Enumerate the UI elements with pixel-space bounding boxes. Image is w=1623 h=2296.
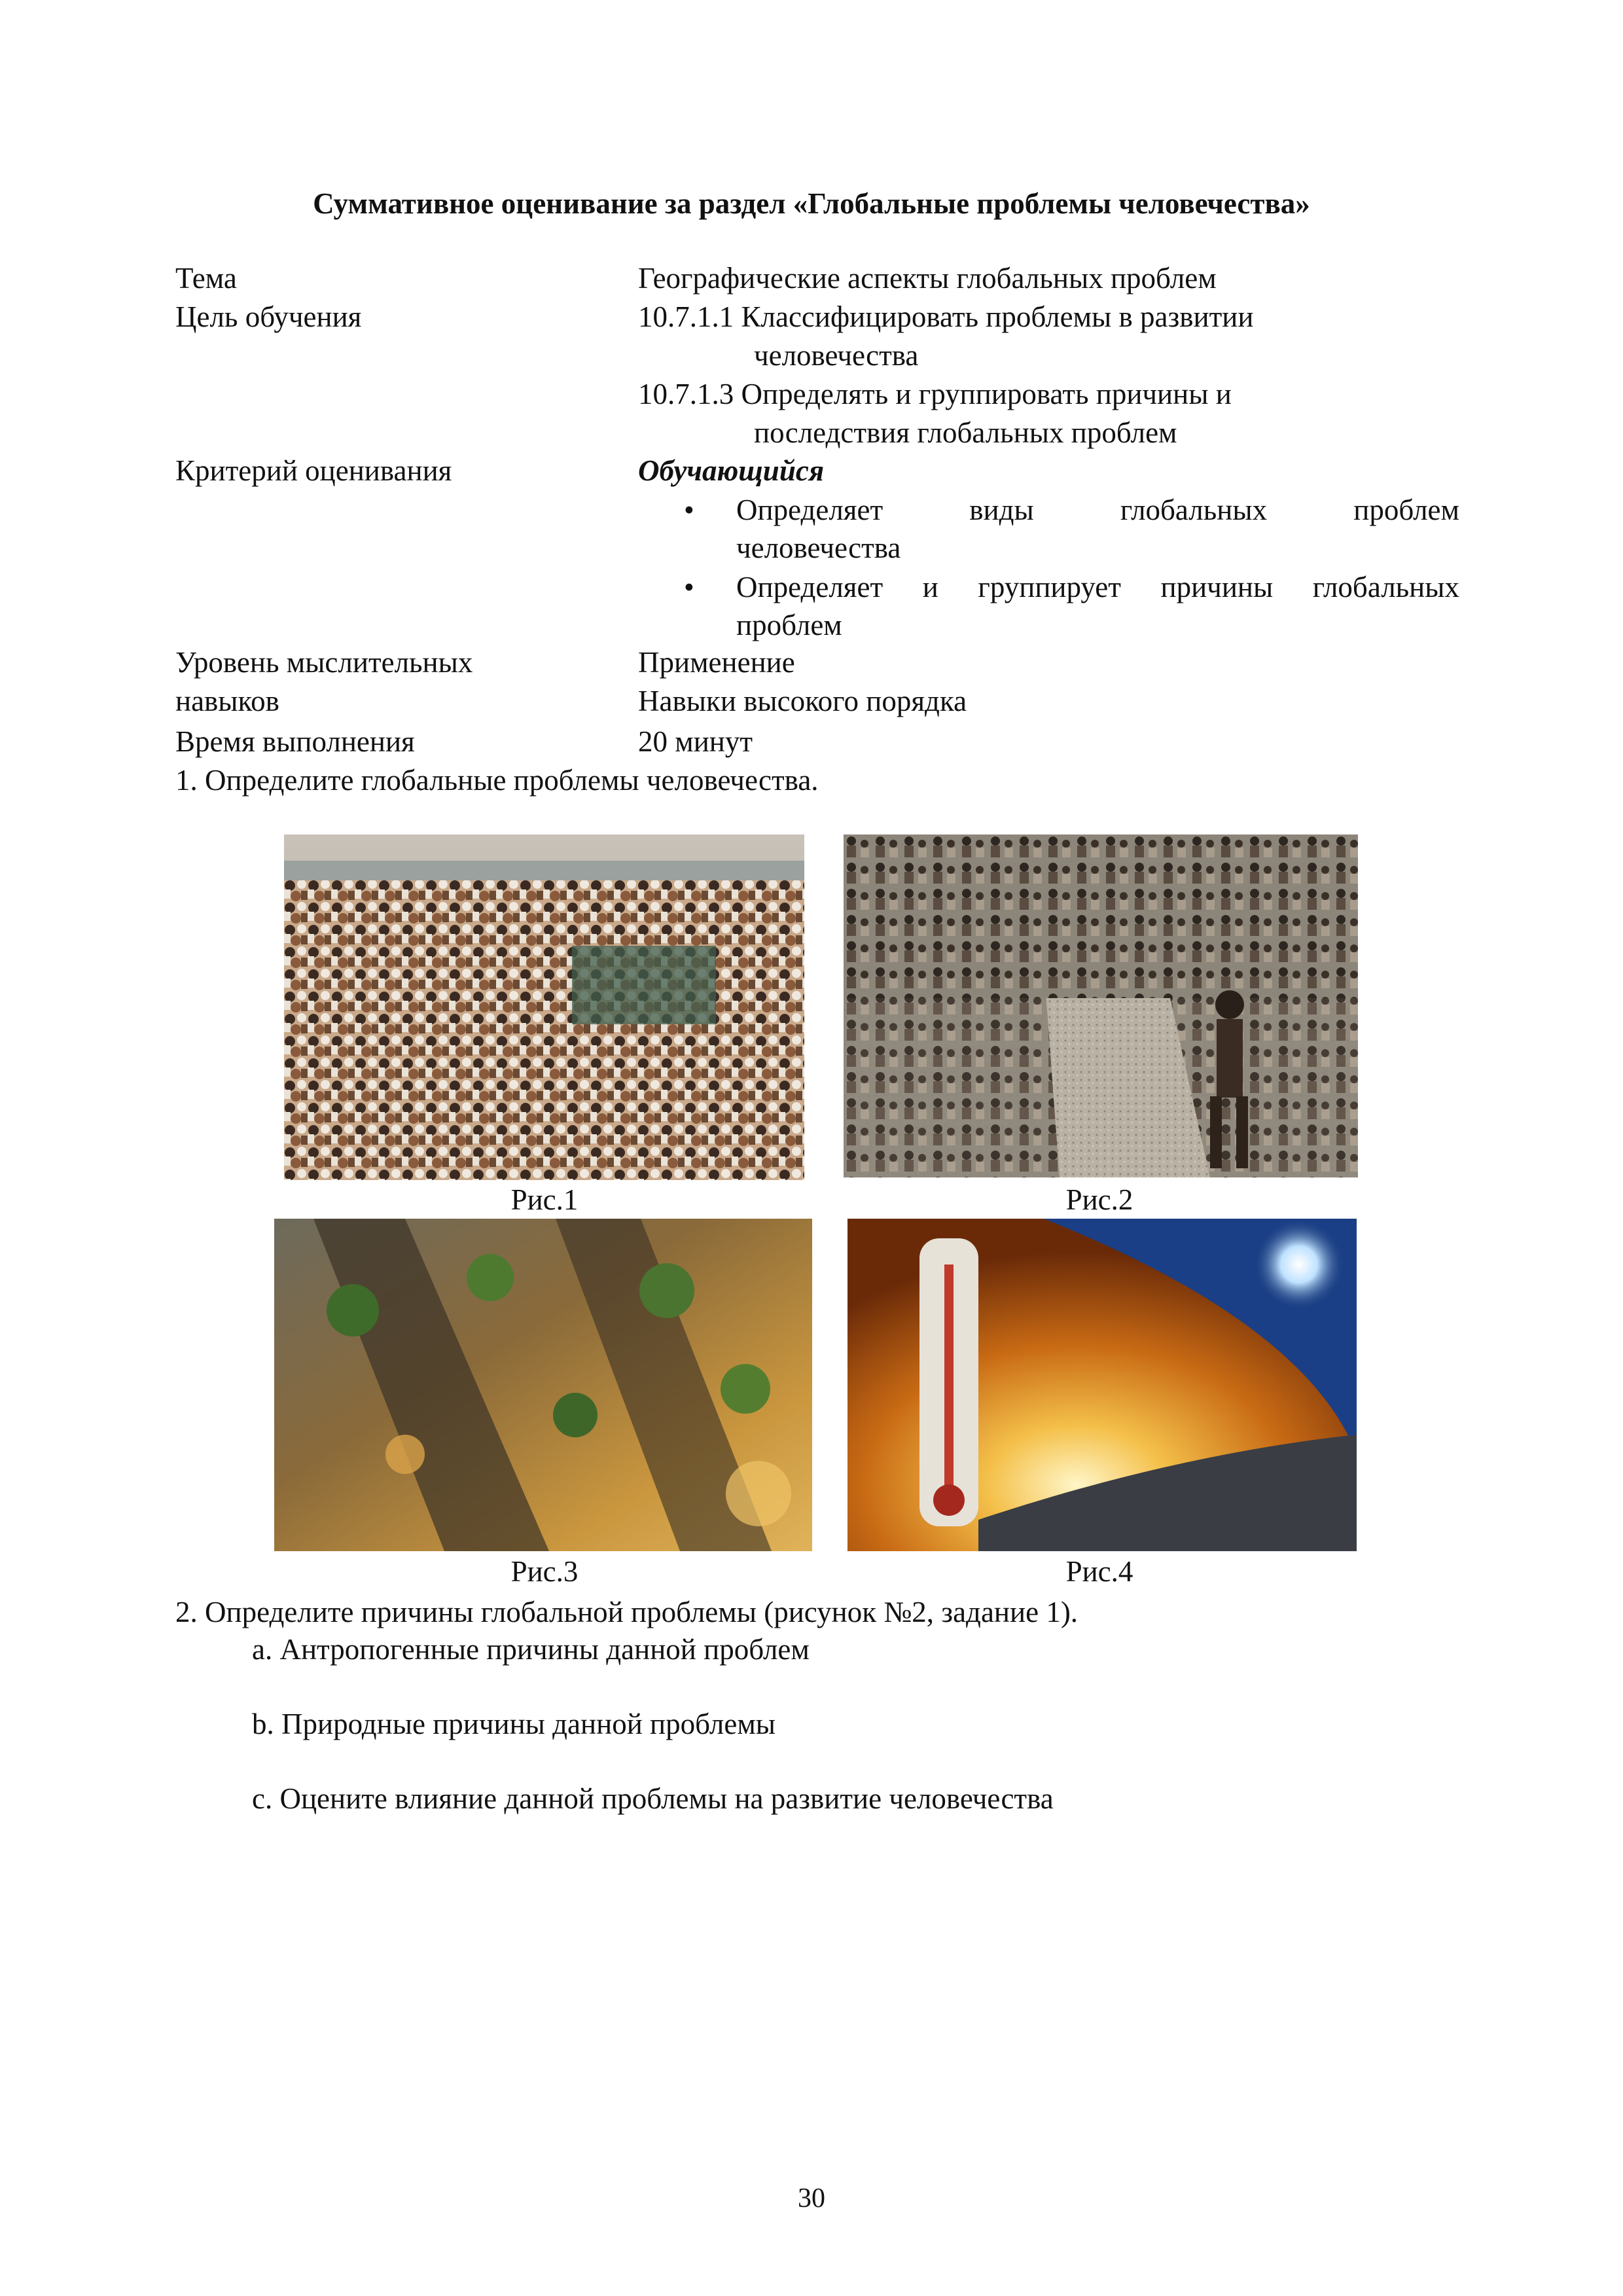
level-label-line-1: Уровень мыслительных [175,646,473,679]
forest-fire-photo [274,1219,812,1551]
time-label: Время выполнения [175,725,415,758]
level-value-2: Навыки высокого порядка [638,685,967,717]
criterion-item-1-line-2: человечества [736,531,901,564]
goal-label: Цель обучения [175,300,362,333]
global-warming-thermometer-photo [847,1219,1357,1551]
criterion-label: Критерий оценивания [175,454,452,487]
task-1: 1. Определите глобальные проблемы человечества. [175,764,819,797]
task-2-c: c. Оцените влияние данной проблемы на развитие человечества [252,1782,1054,1815]
goal-1-line-1: 10.7.1.1 Классифицировать проблемы в развитии [638,300,1254,333]
page-number: 30 [798,2183,825,2214]
task-2-b: b. Природные причины данной проблемы [252,1708,776,1740]
criterion-item-1-line-1: Определяет виды глобальных проблем [736,493,1459,526]
topic-value: Географические аспекты глобальных проблем [638,262,1217,295]
figure-1-caption: Рис.1 [510,1183,579,1216]
goal-2-line-2: последствия глобальных проблем [754,416,1177,449]
criterion-item-2 [684,568,1459,644]
criterion-item-2-line-2: проблем [736,609,842,641]
figure-3-caption: Рис.3 [510,1555,579,1588]
task-2-a: a. Антропогенные причины данной проблем [252,1633,810,1666]
topic-label: Тема [175,262,237,295]
page-title: Суммативное оценивание за раздел «Глобальные проблемы человечества» [313,187,1310,220]
task-2: 2. Определите причины глобальной проблемы (рисунок №2, задание 1). [175,1596,1079,1628]
figure-4-caption: Рис.4 [1065,1555,1133,1588]
criterion-heading: Обучающийся [638,454,824,487]
criterion-item-1 [684,491,1459,567]
time-value: 20 минут [638,725,753,758]
bullet-icon: • [684,571,694,603]
level-value-1: Применение [638,646,795,679]
level-label-line-2: навыков [175,685,279,717]
goal-1-line-2: человечества [754,339,919,372]
crowded-train-photo [284,834,804,1180]
goal-2-line-1: 10.7.1.3 Определять и группировать причины и [638,378,1232,410]
famine-refugees-photo [844,834,1358,1177]
bullet-icon: • [684,493,694,526]
figure-2-caption: Рис.2 [1065,1183,1133,1216]
criterion-item-2-line-1: Определяет и группирует причины глобальных [736,571,1459,603]
